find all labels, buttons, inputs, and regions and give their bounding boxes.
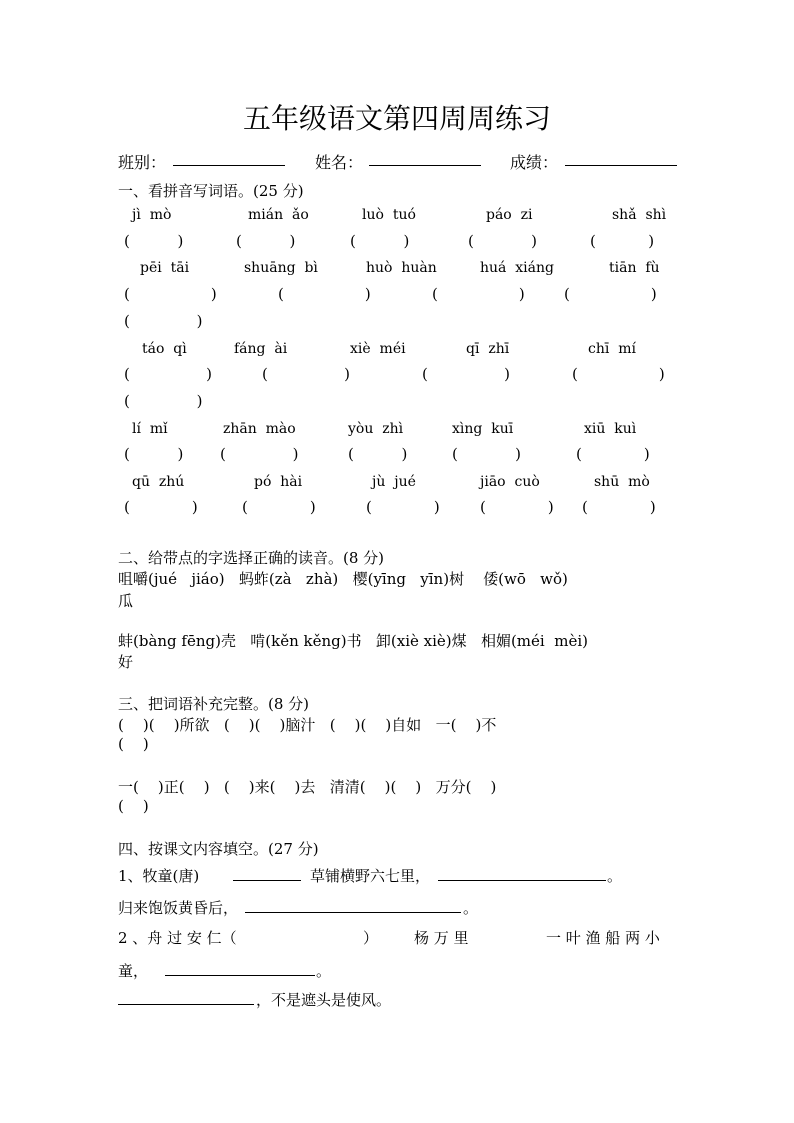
q1-line2-text: 归来饱饭黄昏后，: [118, 899, 239, 917]
pinyin-item: huá xiáng: [480, 260, 554, 276]
pinyin-item: jiāo cuò: [480, 474, 540, 490]
q2-blank-1[interactable]: [165, 961, 315, 976]
answer-paren[interactable]: ( ): [124, 365, 212, 383]
pinyin-item: jù jué: [372, 474, 416, 490]
answer-paren[interactable]: ( ): [350, 232, 410, 250]
pinyin-item: mián ǎo: [248, 207, 309, 223]
answer-paren[interactable]: ( ): [124, 312, 203, 330]
q1-blank-author[interactable]: [233, 866, 301, 881]
pinyin-item: zhān mào: [223, 421, 296, 437]
q2-line3-text: ，不是遮头是使风。: [256, 991, 392, 1009]
pinyin-item: xìng kuī: [452, 421, 514, 437]
pinyin-item: luò tuó: [362, 207, 416, 223]
answer-paren[interactable]: ( ): [124, 392, 203, 410]
name-field[interactable]: [369, 151, 481, 166]
pinyin-item: qū zhú: [132, 474, 185, 490]
pinyin-item: táo qì: [142, 341, 187, 357]
q1-line1-text: 草铺横野六七里，: [310, 867, 431, 885]
class-label: 班别：: [118, 153, 167, 172]
pinyin-item: qī zhī: [466, 341, 510, 357]
section2-line1: 咀嚼(jué jiáo) 蚂蚱(zà zhà) 樱(yīng yīn)树 倭(wō wǒ): [118, 570, 568, 588]
score-label: 成绩：: [510, 153, 559, 172]
pinyin-item: páo zi: [486, 207, 533, 223]
section3-line2-wrap: ( ): [118, 797, 149, 815]
section3-line2: 一( )正( ) ( )来( )去 清清( )( ) 万分( ): [118, 778, 497, 796]
answer-paren[interactable]: ( ): [236, 232, 296, 250]
answer-paren[interactable]: ( ): [572, 365, 665, 383]
pinyin-item: lí mǐ: [132, 421, 168, 437]
score-field[interactable]: [565, 151, 677, 166]
name-label: 姓名：: [315, 153, 364, 172]
answer-paren[interactable]: ( ): [124, 232, 184, 250]
q1-blank-1[interactable]: [438, 866, 606, 881]
pinyin-item: xiū kuì: [584, 421, 637, 437]
page-title: 五年级语文第四周周练习: [242, 102, 551, 135]
q2-line2-text: 童，: [118, 962, 149, 980]
pinyin-item: pēi tāi: [140, 260, 190, 276]
answer-paren[interactable]: ( ): [468, 232, 537, 250]
class-field[interactable]: [173, 151, 285, 166]
q1-blank-2[interactable]: [245, 898, 461, 913]
answer-paren[interactable]: ( ): [452, 445, 521, 463]
answer-paren[interactable]: ( ): [590, 232, 655, 250]
q1-title: 1、牧童(唐): [118, 867, 200, 885]
q2-author: 杨 万 里: [414, 929, 469, 947]
q2-line1-text: 一 叶 渔 船 两 小: [546, 929, 660, 947]
answer-paren[interactable]: ( ): [124, 285, 217, 303]
answer-paren[interactable]: ( ): [124, 498, 198, 516]
section2-line2: 蚌(bàng fēng)壳 啃(kěn kěng)书 卸(xiè xiè)煤 相媚(méi mèi): [118, 632, 588, 650]
pinyin-item: shǎ shì: [612, 207, 667, 223]
section2-line1-wrap: 瓜: [118, 592, 134, 610]
q1-period-2: 。: [463, 899, 479, 917]
pinyin-item: jì mò: [132, 207, 172, 223]
answer-paren[interactable]: ( ): [480, 498, 554, 516]
answer-paren[interactable]: ( ): [242, 498, 316, 516]
section4-heading: 四、按课文内容填空。(27 分): [118, 840, 319, 858]
section3-heading: 三、把词语补充完整。(8 分): [118, 695, 310, 713]
q1-period-1: 。: [607, 867, 623, 885]
section1-heading: 一、看拼音写词语。(25 分): [118, 182, 304, 200]
q2-title: 2 、舟 过 安 仁（: [118, 929, 237, 947]
section2-heading: 二、给带点的字选择正确的读音。(8 分): [118, 549, 385, 567]
section2-line2-wrap: 好: [118, 653, 134, 671]
answer-paren[interactable]: ( ): [422, 365, 510, 383]
pinyin-item: yòu zhì: [348, 421, 404, 437]
pinyin-item: shuāng bì: [244, 260, 318, 276]
pinyin-item: pó hài: [254, 474, 303, 490]
q2-blank-2[interactable]: [118, 990, 254, 1005]
section3-line1-wrap: ( ): [118, 735, 149, 753]
pinyin-item: xiè méi: [350, 341, 406, 357]
pinyin-item: tiān fù: [609, 260, 660, 276]
answer-paren[interactable]: ( ): [432, 285, 525, 303]
answer-paren[interactable]: ( ): [220, 445, 299, 463]
answer-paren[interactable]: ( ): [564, 285, 657, 303]
answer-paren[interactable]: ( ): [124, 445, 184, 463]
pinyin-item: shū mò: [594, 474, 650, 490]
pinyin-item: chī mí: [588, 341, 636, 357]
pinyin-item: huò huàn: [366, 260, 437, 276]
answer-paren[interactable]: ( ): [348, 445, 408, 463]
q2-period: 。: [316, 962, 332, 980]
pinyin-item: fáng ài: [234, 341, 288, 357]
answer-paren[interactable]: ( ): [262, 365, 350, 383]
answer-paren[interactable]: ( ): [576, 445, 650, 463]
answer-paren[interactable]: ( ): [366, 498, 440, 516]
answer-paren[interactable]: ( ): [582, 498, 656, 516]
answer-paren[interactable]: ( ): [278, 285, 371, 303]
section3-line1: ( )( )所欲 ( )( )脑汁 ( )( )自如 一( )不: [118, 716, 497, 734]
q2-paren-close: ）: [363, 929, 379, 947]
